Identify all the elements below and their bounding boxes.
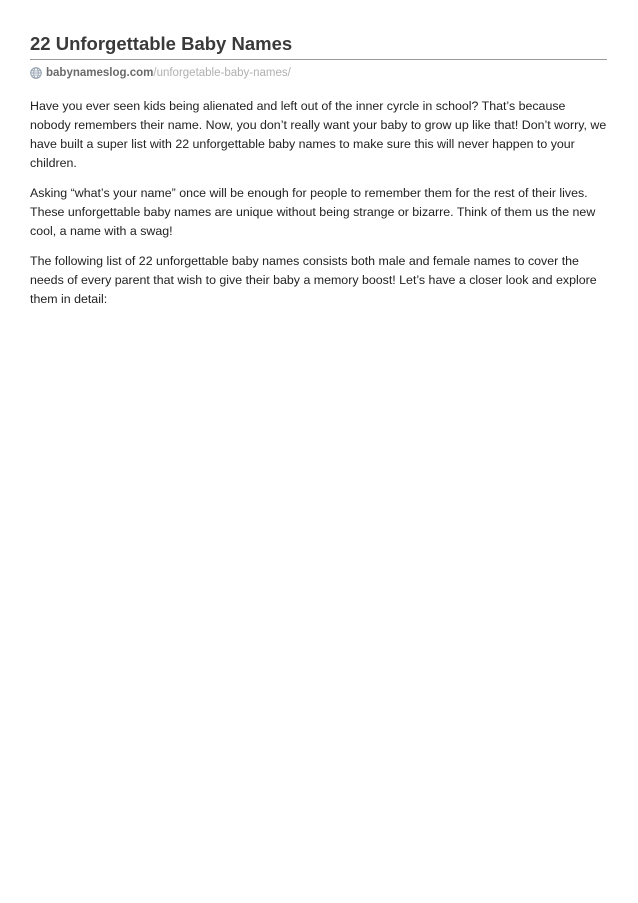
source-link[interactable]	[30, 66, 607, 80]
paragraph-1: Have you ever seen kids being alienated and left out of the inner cyrcle in school? That’s because nobody remembers their name. Now, you don’t really want your baby to grow up like that! Don’t worry, we have built a super list with 22 unforgettable baby names to make sure this will never happen to your children.	[30, 99, 607, 170]
article-page	[30, 32, 607, 320]
paragraph-2: Asking “what’s your name” once will be enough for people to remember them for the rest of their lives. These unforgettable baby names are unique without being strange or bizarre. Think of them us the new cool, a name with a swag!	[30, 186, 596, 238]
source-domain[interactable]: babynameslog.com	[46, 67, 154, 79]
article-title: 22 Unforgettable Baby Names	[30, 32, 607, 60]
article-body	[30, 97, 607, 309]
globe-icon	[30, 67, 42, 79]
paragraph-3: The following list of 22 unforgettable baby names consists both male and female names to cover the needs of every parent that wish to give their baby a memory boost! Let’s have a closer look and explore them in detail:	[30, 254, 597, 306]
source-path[interactable]: /unforgetable-baby-names/	[153, 67, 291, 79]
